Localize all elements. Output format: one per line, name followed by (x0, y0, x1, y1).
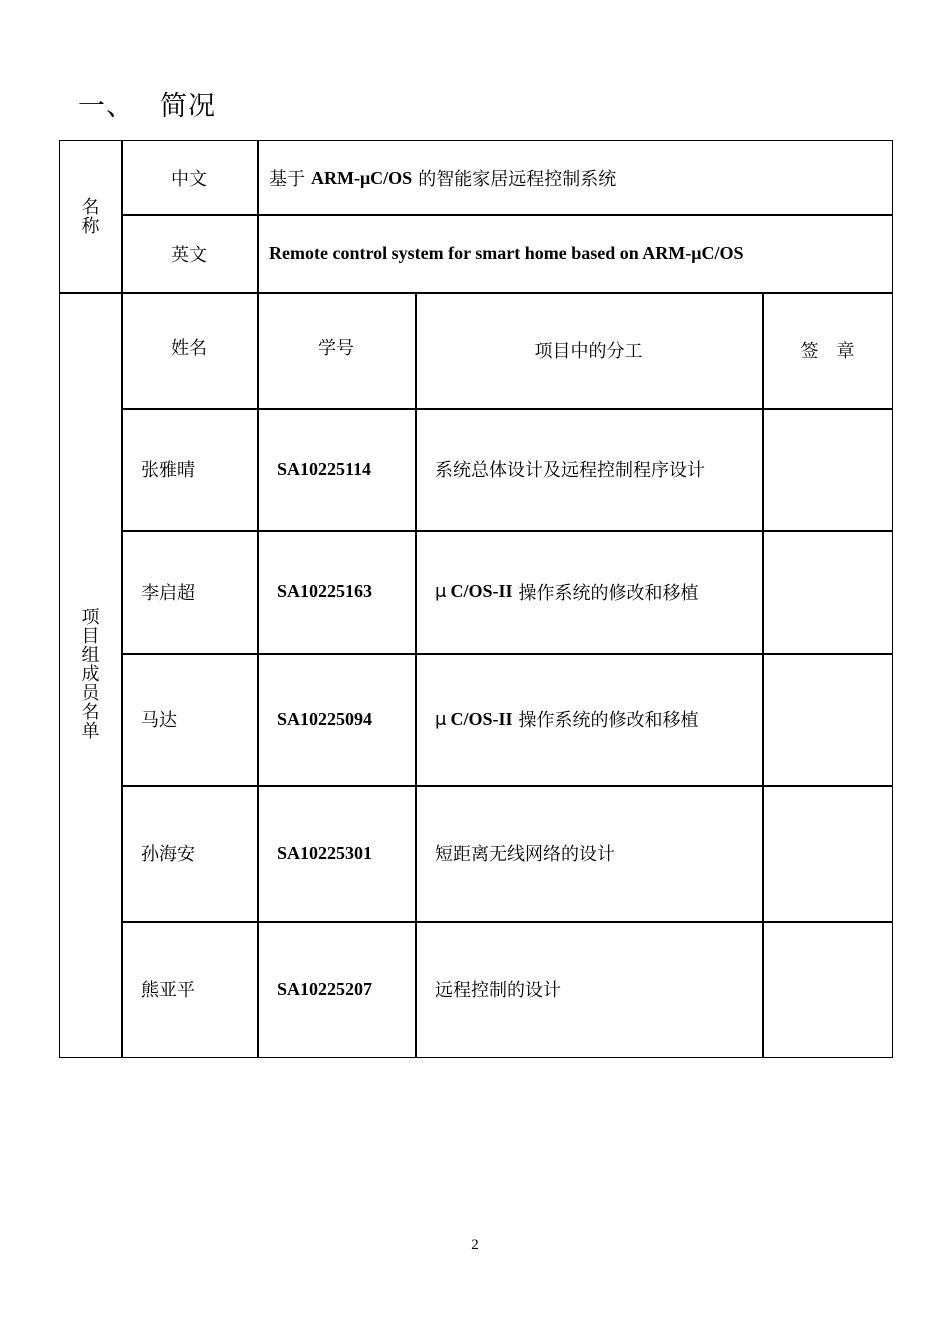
member-name: 李启超 (141, 582, 195, 604)
signature-cell (762, 530, 893, 653)
member-role (415, 653, 762, 785)
overview-table (59, 140, 893, 1058)
member-name: 张雅晴 (141, 460, 195, 481)
role-text: 操作系统的修改和移植 (518, 710, 699, 731)
signature-cell (762, 785, 893, 921)
member-id: SA10225114 (277, 458, 372, 479)
member-role (415, 785, 762, 921)
section-heading (78, 84, 216, 123)
chinese-name-bold: ARM-μC/OS (311, 167, 413, 188)
name-block-label (60, 141, 121, 292)
section-number: 一、 (78, 91, 134, 122)
member-name: 熊亚平 (141, 980, 195, 1001)
members-label-text: 项 目 组 成 员 名 单 (81, 607, 100, 742)
role-text: 远程控制的设计 (435, 980, 561, 1001)
header-name: 姓名 (171, 338, 207, 359)
member-role (415, 530, 762, 653)
role-text: 操作系统的修改和移植 (518, 582, 699, 604)
header-id: 学号 (318, 338, 354, 359)
member-id: SA10225301 (277, 842, 373, 863)
member-role (415, 408, 762, 530)
member-id: SA10225163 (277, 581, 373, 601)
name-label-text: 名 称 (81, 196, 100, 237)
role-prefix: μ (435, 708, 447, 730)
page-number: 2 (471, 1237, 479, 1253)
header-signature: 签 章 (800, 341, 855, 362)
role-text: 短距离无线网络的设计 (435, 844, 615, 865)
chinese-name-value (257, 141, 893, 215)
member-name: 孙海安 (141, 844, 195, 865)
role-bold: C/OS-II (450, 708, 513, 729)
member-name: 马达 (141, 710, 177, 731)
role-text: 系统总体设计及远程控制程序设计 (435, 460, 705, 481)
signature-cell (762, 408, 893, 530)
chinese-name-prefix: 基于 (269, 169, 305, 190)
section-title: 简况 (160, 91, 216, 122)
signature-cell (762, 653, 893, 785)
role-prefix: μ (435, 581, 447, 602)
english-name-value: Remote control system for smart home based on ARM-μC/OS (269, 243, 744, 263)
member-role (415, 921, 762, 1057)
role-bold: C/OS-II (450, 581, 513, 601)
chinese-label: 中文 (171, 169, 207, 190)
members-block-label (60, 292, 121, 1057)
header-role: 项目中的分工 (534, 341, 643, 362)
english-label: 英文 (171, 244, 207, 266)
signature-cell (762, 921, 893, 1057)
chinese-name-suffix: 的智能家居远程控制系统 (418, 169, 617, 190)
member-id: SA10225094 (277, 708, 373, 729)
member-id: SA10225207 (277, 978, 373, 999)
